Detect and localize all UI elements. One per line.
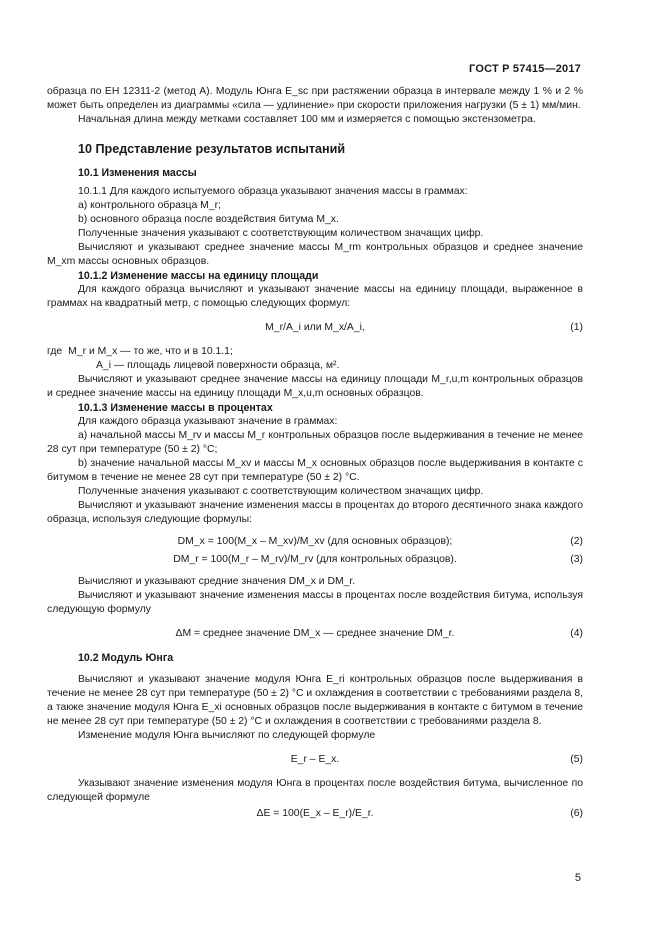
formula-5	[47, 753, 583, 767]
where-label: где	[47, 346, 63, 357]
s1011-item-a: a) контрольного образца M_r;	[78, 200, 221, 211]
section-10-1-title: 10.1 Изменения массы	[78, 167, 197, 179]
formula-6	[47, 807, 583, 821]
s1013-after: Вычисляют и указывают значение изменения массы в процентах после воздействия битума, используя следующую формулу	[47, 590, 583, 615]
formula-3	[47, 553, 583, 567]
s1011-digits: Полученные значения указывают с соответствующим количеством значащих цифр.	[78, 228, 484, 239]
formula-6-expression: ΔE = 100(E_x – E_r)/E_r.	[256, 808, 374, 819]
s1012-text: Для каждого образца вычисляют и указывают значение массы на единицу площади, выраженное в граммах на квадратный метр, с помощью следующих формул:	[47, 284, 583, 309]
formula-2-expression: DM_x = 100(M_x – M_xv)/M_xv (для основных образцов);	[177, 536, 453, 547]
where-line-1	[47, 345, 583, 359]
document-body	[47, 85, 583, 831]
s102-paragraph-1: Вычисляют и указывают значение модуля Юнга E_ri контрольных образцов после выдерживания в течение не менее 28 сут при температуре (50 ± 2) °С и охлаждения в соответствии с требованиями раздела 8, а также значение модуля Юнга E_xi основных образцов после выдерживания в контакте с битумом в течение не менее 28 сут при температуре (50 ± 2) °С и охлаждения в соответствии с требованиями раздела 8.	[47, 674, 583, 727]
s1013-means: Вычисляют и указывают средние значения DM_x и DM_r.	[78, 576, 356, 587]
section-10-2-title: 10.2 Модуль Юнга	[78, 652, 174, 664]
intro-paragraph-1: образца по ЕН 12311-2 (метод А). Модуль Юнга E_sc при растяжении образца в интервале между 1 % и 2 % может быть определен из диаграммы «сила — удлинение» при скорости приложения нагрузки (5 ± 1) мм/мин.	[47, 86, 583, 111]
where-2: A_i — площадь лицевой поверхности образца, м².	[96, 360, 340, 371]
where-line-2	[47, 359, 583, 373]
formula-6-number: (6)	[570, 808, 583, 819]
where-1: M_r и M_x — то же, что и в 10.1.1;	[68, 346, 233, 357]
s1011-mean: Вычисляют и указывают среднее значение массы M_rm контрольных образцов и среднее значение M_xm массы основных образцов.	[47, 242, 583, 267]
formula-1	[47, 321, 583, 335]
section-10-1-2-title: 10.1.2 Изменение массы на единицу площади	[78, 270, 319, 282]
s1011-item-b: b) основного образца после воздействия битума M_x.	[78, 214, 339, 225]
standard-header: ГОСТ Р 57415—2017	[469, 63, 581, 75]
formula-5-expression: E_r – E_x.	[290, 754, 340, 765]
s102-paragraph-2: Изменение модуля Юнга вычисляют по следующей формуле	[78, 730, 376, 741]
s1013-item-b: b) значение начальной массы M_xv и массы M_x основных образцов после выдерживания в контакте с битумом в течение не менее 28 сут при температуре (50 ± 2) °С.	[47, 458, 583, 483]
formula-1-expression: M_r/A_i или M_x/A_i,	[265, 322, 365, 333]
formula-4-number: (4)	[570, 628, 583, 639]
section-10-1-3-title: 10.1.3 Изменение массы в процентах	[78, 402, 273, 414]
section-10-title: 10 Представление результатов испытаний	[78, 142, 346, 156]
formula-2	[47, 535, 583, 549]
formula-2-number: (2)	[570, 536, 583, 547]
formula-1-number: (1)	[570, 322, 583, 333]
formula-4-expression: ΔM = среднее значение DM_x — среднее значение DM_r.	[175, 628, 455, 639]
s1012-mean: Вычисляют и указывают среднее значение массы на единицу площади M_r,u,m контрольных образцов и среднее значение массы на единицу площади M_x,u,m основных образцов.	[47, 374, 583, 399]
intro-paragraph-2: Начальная длина между метками составляет 100 мм и измеряется с помощью экстензометра.	[78, 114, 536, 125]
formula-3-number: (3)	[570, 554, 583, 565]
formula-5-number: (5)	[570, 754, 583, 765]
formula-3-expression: DM_r = 100(M_r – M_rv)/M_rv (для контрольных образцов).	[173, 554, 457, 565]
s1013-calc: Вычисляют и указывают значение изменения массы в процентах до второго десятичного знака каждого образца, используя следующие формулы:	[47, 500, 583, 525]
s1013-item-a: a) начальной массы M_rv и массы M_r контрольных образцов после выдерживания в течение не менее 28 сут при температуре (50 ± 2) °С;	[47, 430, 583, 455]
s1013-intro: Для каждого образца указывают значение в граммах:	[78, 416, 338, 427]
s102-paragraph-3: Указывают значение изменения модуля Юнга в процентах после воздействия битума, вычисленное по следующей формуле	[47, 778, 583, 803]
page-number: 5	[574, 872, 581, 884]
s1013-digits: Полученные значения указывают с соответствующим количеством значащих цифр.	[78, 486, 484, 497]
formula-4	[47, 627, 583, 641]
s1011-intro: 10.1.1 Для каждого испытуемого образца указывают значения массы в граммах:	[78, 186, 468, 197]
